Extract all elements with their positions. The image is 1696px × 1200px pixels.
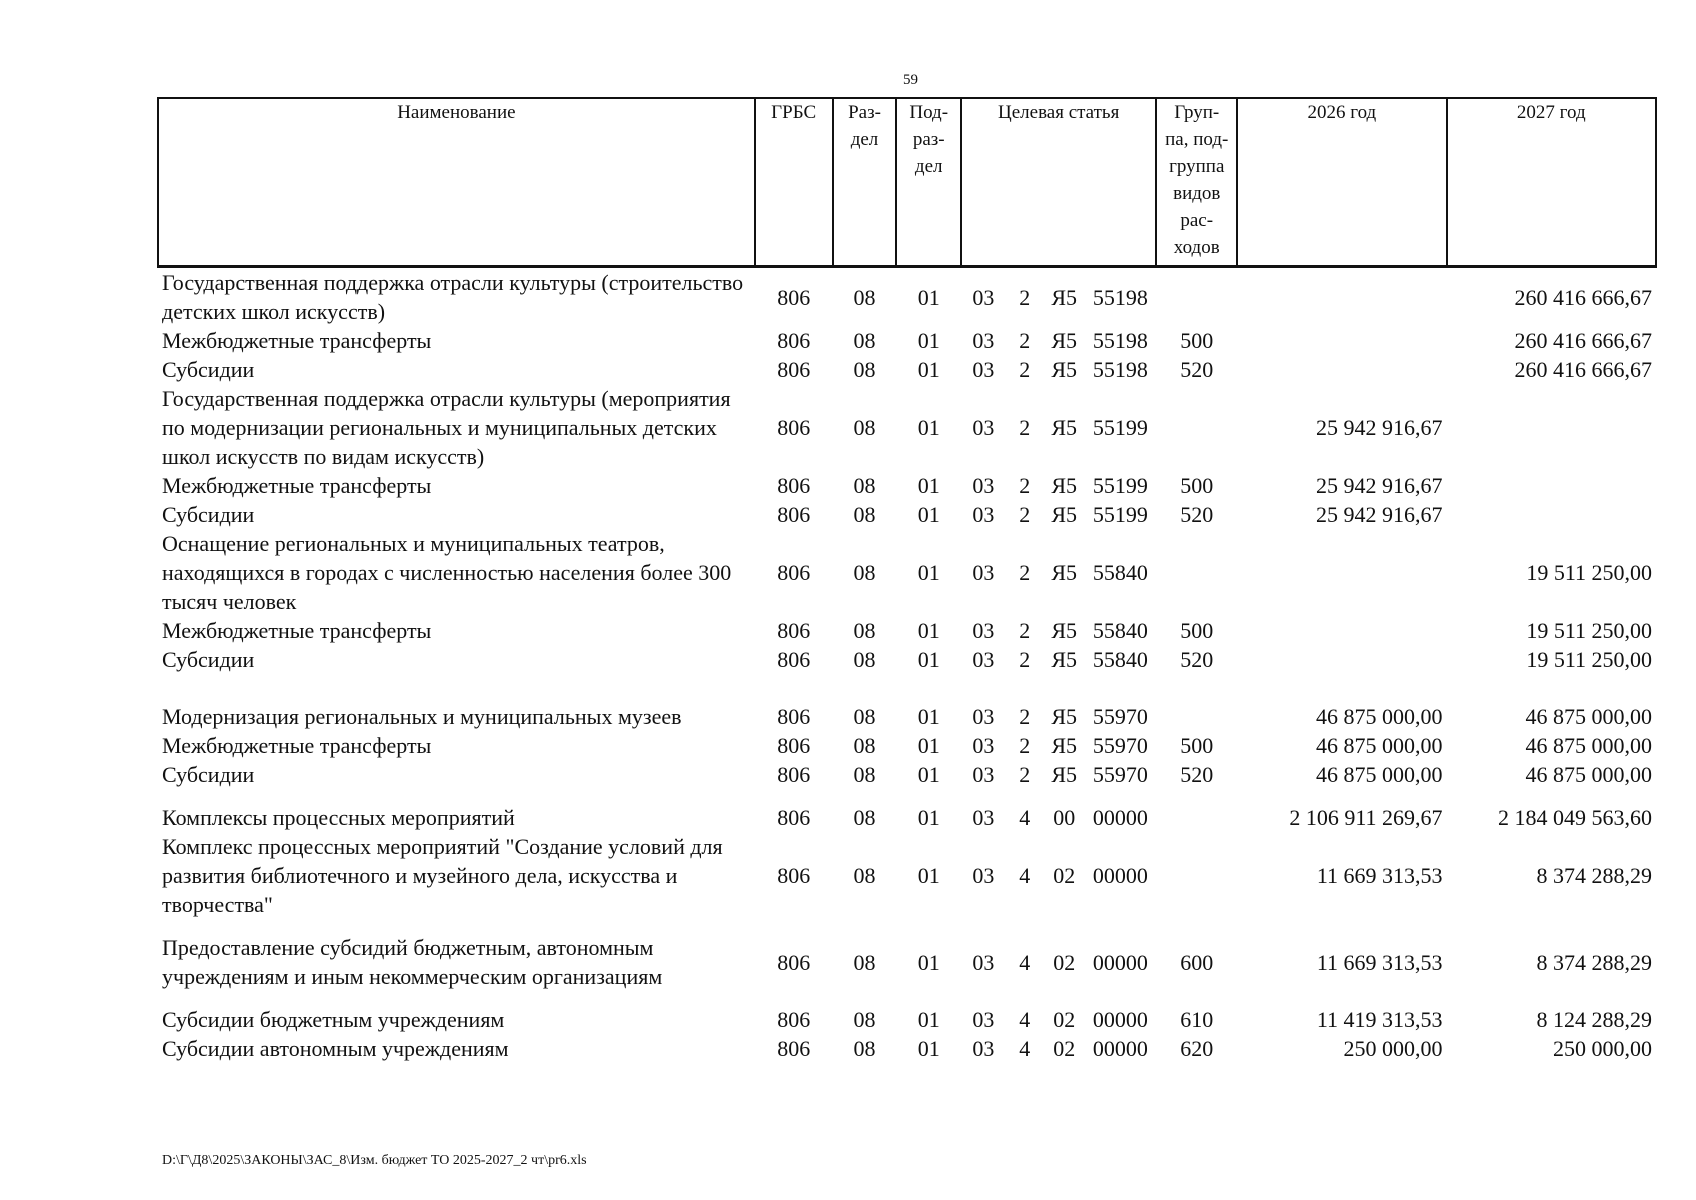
table-cell-target-direction: 55970 — [1092, 762, 1148, 787]
table-cell-2027: 19 511 250,00 — [1526, 647, 1652, 672]
table-cell-2026 — [1237, 355, 1446, 384]
table-cell-2027: 19 511 250,00 — [1526, 560, 1652, 585]
table-cell-grbs: 806 — [777, 863, 811, 888]
table-cell-name: Оснащение региональных и муниципальных театров, находящихся в городах с численностью населения более 300 тысяч человек — [162, 531, 732, 614]
table-cell-grbs: 806 — [777, 357, 811, 382]
table-cell-2027: 260 416 666,67 — [1514, 328, 1652, 353]
table-cell-expense-group — [1156, 803, 1237, 832]
table-cell-target-direction: 55840 — [1092, 560, 1148, 585]
table-cell-target-type: 2 — [1019, 357, 1031, 382]
table-cell-razdel: 08 — [853, 762, 876, 787]
table-cell-2026: 25 942 916,67 — [1316, 502, 1443, 527]
table-cell-2027 — [1447, 500, 1656, 529]
table-cell-expense-group: 520 — [1180, 762, 1214, 787]
table-cell-2026: 46 875 000,00 — [1316, 704, 1443, 729]
table-cell-target-type: 4 — [1019, 949, 1031, 975]
header-name: Наименование — [158, 98, 755, 267]
table-cell-name: Субсидии — [162, 357, 255, 382]
table-cell-2027: 19 511 250,00 — [1526, 618, 1652, 643]
table-cell-2027 — [1447, 384, 1656, 471]
table-row — [158, 760, 1656, 803]
table-cell-2026: 11 669 313,53 — [1316, 949, 1443, 975]
table-cell-target-type: 2 — [1019, 762, 1031, 787]
table-cell-expense-group: 520 — [1180, 647, 1214, 672]
table-header — [158, 98, 1656, 267]
table-cell-name: Комплексы процессных мероприятий — [162, 805, 515, 830]
table-cell-target-direction: 55970 — [1092, 704, 1148, 729]
table-cell-razdel: 08 — [853, 704, 876, 729]
table-cell-expense-group — [1156, 832, 1237, 919]
table-cell-expense-group: 500 — [1180, 473, 1214, 498]
table-cell-target-type: 2 — [1019, 473, 1031, 498]
table-cell-podrazdel: 01 — [917, 357, 940, 382]
table-cell-target-type: 2 — [1019, 733, 1031, 758]
budget-table — [157, 97, 1657, 1063]
table-cell-target-program: 03 — [972, 805, 995, 830]
table-cell-name: Межбюджетные трансферты — [162, 618, 432, 643]
table-cell-target-project: Я5 — [1051, 647, 1078, 672]
table-cell-target-project: Я5 — [1051, 357, 1078, 382]
table-cell-grbs: 806 — [777, 502, 811, 527]
table-cell-target-program: 03 — [972, 328, 995, 353]
table-cell-2027: 8 124 288,29 — [1536, 1007, 1652, 1032]
table-cell-name: Государственная поддержка отрасли культуры (мероприятия по модернизации региональных и муниципальных детских школ искусств по видам искусств) — [162, 386, 731, 469]
table-cell-2026: 25 942 916,67 — [1316, 415, 1443, 440]
table-cell-podrazdel: 01 — [917, 1036, 940, 1061]
table-cell-grbs: 806 — [777, 618, 811, 643]
table-cell-2027: 2 184 049 563,60 — [1498, 805, 1652, 830]
table-cell-2027: 8 374 288,29 — [1536, 949, 1652, 975]
table-cell-razdel: 08 — [853, 357, 876, 382]
table-cell-target-project: Я5 — [1051, 733, 1078, 758]
table-cell-name: Субсидии — [162, 502, 255, 527]
table-cell-name: Государственная поддержка отрасли культуры (строительство детских школ искусств) — [162, 270, 744, 324]
table-row — [158, 688, 1656, 731]
table-cell-razdel: 08 — [853, 1036, 876, 1061]
table-cell-target-project: 02 — [1053, 863, 1076, 888]
table-cell-target-direction: 55840 — [1092, 647, 1148, 672]
table-row — [158, 355, 1656, 384]
table-cell-grbs: 806 — [777, 949, 811, 975]
table-cell-target-direction: 55198 — [1092, 284, 1148, 310]
table-cell-grbs: 806 — [777, 284, 811, 310]
table-row — [158, 803, 1656, 832]
header-razdel: Раз- дел — [833, 98, 897, 267]
table-cell-podrazdel: 01 — [917, 949, 940, 975]
footer-file-path: D:\Г\Д8\2025\ЗАКОНЫ\ЗАС_8\Изм. бюджет ТО 2025-2027_2 чт\pr6.xls — [162, 1153, 587, 1168]
table-cell-target-project: Я5 — [1051, 762, 1078, 787]
table-cell-name: Межбюджетные трансферты — [162, 733, 432, 758]
table-cell-target-type: 2 — [1019, 502, 1031, 527]
table-cell-2027: 46 875 000,00 — [1525, 733, 1652, 758]
table-cell-target-type: 4 — [1019, 805, 1031, 830]
table-cell-2026: 2 106 911 269,67 — [1289, 805, 1443, 830]
table-row — [158, 326, 1656, 355]
table-cell-2026: 250 000,00 — [1343, 1036, 1443, 1061]
table-cell-podrazdel: 01 — [917, 415, 940, 440]
table-cell-target-direction: 55199 — [1092, 502, 1148, 527]
header-grbs: ГРБС — [755, 98, 833, 267]
table-cell-target-project: 02 — [1053, 949, 1076, 975]
table-cell-razdel: 08 — [853, 949, 876, 975]
table-cell-grbs: 806 — [777, 328, 811, 353]
table-cell-grbs: 806 — [777, 473, 811, 498]
table-cell-target-project: Я5 — [1051, 560, 1078, 585]
table-cell-podrazdel: 01 — [917, 284, 940, 310]
table-cell-2026: 25 942 916,67 — [1316, 473, 1443, 498]
table-cell-name: Субсидии — [162, 762, 255, 787]
table-cell-target-type: 2 — [1019, 415, 1031, 440]
table-cell-grbs: 806 — [777, 762, 811, 787]
table-cell-expense-group: 610 — [1180, 1007, 1214, 1032]
table-cell-razdel: 08 — [853, 863, 876, 888]
table-cell-name: Межбюджетные трансферты — [162, 328, 432, 353]
table-row — [158, 267, 1656, 327]
table-cell-target-program: 03 — [972, 502, 995, 527]
table-cell-name: Субсидии автономным учреждениям — [162, 1036, 509, 1061]
table-cell-target-project: 02 — [1053, 1007, 1076, 1032]
table-cell-razdel: 08 — [853, 1007, 876, 1032]
table-cell-target-type: 2 — [1019, 560, 1031, 585]
table-cell-2027: 250 000,00 — [1553, 1036, 1652, 1061]
table-cell-podrazdel: 01 — [917, 863, 940, 888]
table-cell-name: Комплекс процессных мероприятий "Создание условий для развития библиотечного и музейного дела, искусства и творчества" — [162, 834, 723, 917]
table-row — [158, 731, 1656, 760]
table-cell-target-direction: 55199 — [1092, 415, 1148, 440]
header-2027: 2027 год — [1447, 98, 1656, 267]
table-cell-target-type: 4 — [1019, 863, 1031, 888]
table-cell-expense-group: 520 — [1180, 502, 1214, 527]
table-cell-2026: 11 419 313,53 — [1316, 1007, 1443, 1032]
table-row — [158, 471, 1656, 500]
header-2026: 2026 год — [1237, 98, 1446, 267]
table-cell-expense-group — [1156, 688, 1237, 731]
table-cell-2026 — [1237, 616, 1446, 645]
table-cell-target-direction: 00000 — [1092, 863, 1148, 888]
table-body — [158, 267, 1656, 1064]
table-cell-2027: 260 416 666,67 — [1514, 357, 1652, 382]
table-cell-grbs: 806 — [777, 733, 811, 758]
table-cell-podrazdel: 01 — [917, 805, 940, 830]
table-row — [158, 1034, 1656, 1063]
table-cell-expense-group: 620 — [1180, 1036, 1214, 1061]
table-cell-target-type: 2 — [1019, 647, 1031, 672]
header-podrazdel: Под- раз- дел — [896, 98, 961, 267]
table-cell-target-program: 03 — [972, 415, 995, 440]
table-cell-target-project: Я5 — [1051, 502, 1078, 527]
table-cell-target-direction: 55840 — [1092, 618, 1148, 643]
header-expense-group: Груп- па, под- группа видов рас- ходов — [1156, 98, 1237, 267]
table-cell-2027: 260 416 666,67 — [1514, 284, 1652, 310]
table-row — [158, 500, 1656, 529]
table-cell-target-program: 03 — [972, 284, 995, 310]
table-cell-target-program: 03 — [972, 863, 995, 888]
table-cell-podrazdel: 01 — [917, 502, 940, 527]
table-cell-razdel: 08 — [853, 415, 876, 440]
table-cell-podrazdel: 01 — [917, 473, 940, 498]
table-cell-target-project: Я5 — [1051, 704, 1078, 729]
table-cell-2027: 46 875 000,00 — [1525, 704, 1652, 729]
table-cell-podrazdel: 01 — [917, 1007, 940, 1032]
table-cell-2027: 8 374 288,29 — [1536, 863, 1652, 888]
table-cell-target-project: 00 — [1053, 805, 1076, 830]
table-cell-podrazdel: 01 — [917, 647, 940, 672]
table-row — [158, 832, 1656, 919]
table-cell-target-direction: 55198 — [1092, 357, 1148, 382]
table-cell-expense-group: 500 — [1180, 618, 1214, 643]
table-cell-razdel: 08 — [853, 805, 876, 830]
table-cell-2026 — [1237, 529, 1446, 616]
table-cell-podrazdel: 01 — [917, 618, 940, 643]
table-cell-expense-group — [1156, 529, 1237, 616]
table-cell-target-program: 03 — [972, 647, 995, 672]
table-cell-target-type: 4 — [1019, 1036, 1031, 1061]
table-cell-podrazdel: 01 — [917, 733, 940, 758]
table-cell-grbs: 806 — [777, 415, 811, 440]
table-cell-name: Субсидии бюджетным учреждениям — [162, 1007, 505, 1032]
table-cell-2026: 46 875 000,00 — [1316, 733, 1443, 758]
table-cell-name: Предоставление субсидий бюджетным, автономным учреждениям и иным некоммерческим организациям — [162, 935, 663, 989]
table-cell-target-program: 03 — [972, 357, 995, 382]
table-cell-target-program: 03 — [972, 762, 995, 787]
table-cell-target-direction: 00000 — [1092, 949, 1148, 975]
table-cell-2027 — [1447, 471, 1656, 500]
table-cell-expense-group: 600 — [1180, 949, 1214, 975]
table-cell-razdel: 08 — [853, 328, 876, 353]
table-cell-name: Субсидии — [162, 647, 255, 672]
table-cell-razdel: 08 — [853, 473, 876, 498]
table-cell-target-program: 03 — [972, 618, 995, 643]
table-cell-2026 — [1237, 267, 1446, 327]
table-cell-target-program: 03 — [972, 560, 995, 585]
table-cell-target-project: Я5 — [1051, 618, 1078, 643]
table-cell-name: Межбюджетные трансферты — [162, 473, 432, 498]
table-cell-2027: 46 875 000,00 — [1525, 762, 1652, 787]
table-cell-grbs: 806 — [777, 805, 811, 830]
table-cell-2026: 11 669 313,53 — [1316, 863, 1443, 888]
table-cell-target-direction: 00000 — [1092, 1036, 1148, 1061]
table-cell-razdel: 08 — [853, 502, 876, 527]
table-cell-2026 — [1237, 645, 1446, 688]
table-cell-expense-group — [1156, 267, 1237, 327]
table-cell-expense-group: 520 — [1180, 357, 1214, 382]
table-row — [158, 919, 1656, 991]
table-cell-target-type: 2 — [1019, 704, 1031, 729]
table-cell-target-project: Я5 — [1051, 328, 1078, 353]
table-cell-2026: 46 875 000,00 — [1316, 762, 1443, 787]
table-cell-target-program: 03 — [972, 704, 995, 729]
table-cell-target-direction: 00000 — [1092, 1007, 1148, 1032]
table-cell-2026 — [1237, 326, 1446, 355]
table-cell-razdel: 08 — [853, 647, 876, 672]
table-cell-target-program: 03 — [972, 473, 995, 498]
table-cell-target-direction: 55198 — [1092, 328, 1148, 353]
table-cell-podrazdel: 01 — [917, 704, 940, 729]
table-cell-razdel: 08 — [853, 284, 876, 310]
table-cell-target-project: Я5 — [1051, 473, 1078, 498]
table-cell-name: Модернизация региональных и муниципальных музеев — [162, 704, 682, 729]
table-cell-podrazdel: 01 — [917, 762, 940, 787]
table-cell-target-project: 02 — [1053, 1036, 1076, 1061]
page-number: 59 — [903, 72, 918, 88]
table-cell-target-project: Я5 — [1051, 284, 1078, 310]
table-cell-target-program: 03 — [972, 1036, 995, 1061]
table-cell-target-project: Я5 — [1051, 415, 1078, 440]
table-cell-podrazdel: 01 — [917, 560, 940, 585]
table-cell-grbs: 806 — [777, 560, 811, 585]
table-cell-target-direction: 55970 — [1092, 733, 1148, 758]
header-target-article: Целевая статья — [961, 98, 1156, 267]
table-cell-target-direction: 00000 — [1092, 805, 1148, 830]
table-cell-grbs: 806 — [777, 1007, 811, 1032]
table-cell-razdel: 08 — [853, 618, 876, 643]
table-cell-expense-group: 500 — [1180, 733, 1214, 758]
table-cell-target-program: 03 — [972, 949, 995, 975]
table-cell-grbs: 806 — [777, 1036, 811, 1061]
table-cell-razdel: 08 — [853, 733, 876, 758]
table-cell-expense-group: 500 — [1180, 328, 1214, 353]
table-row — [158, 991, 1656, 1034]
table-cell-target-program: 03 — [972, 733, 995, 758]
table-cell-target-program: 03 — [972, 1007, 995, 1032]
table-cell-target-type: 2 — [1019, 284, 1031, 310]
table-row — [158, 384, 1656, 471]
table-row — [158, 529, 1656, 616]
table-cell-grbs: 806 — [777, 647, 811, 672]
table-row — [158, 645, 1656, 688]
table-cell-podrazdel: 01 — [917, 328, 940, 353]
table-cell-razdel: 08 — [853, 560, 876, 585]
table-cell-grbs: 806 — [777, 704, 811, 729]
table-row — [158, 616, 1656, 645]
table-cell-target-direction: 55199 — [1092, 473, 1148, 498]
table-cell-target-type: 2 — [1019, 328, 1031, 353]
table-cell-target-type: 4 — [1019, 1007, 1031, 1032]
table-cell-expense-group — [1156, 384, 1237, 471]
table-cell-target-type: 2 — [1019, 618, 1031, 643]
